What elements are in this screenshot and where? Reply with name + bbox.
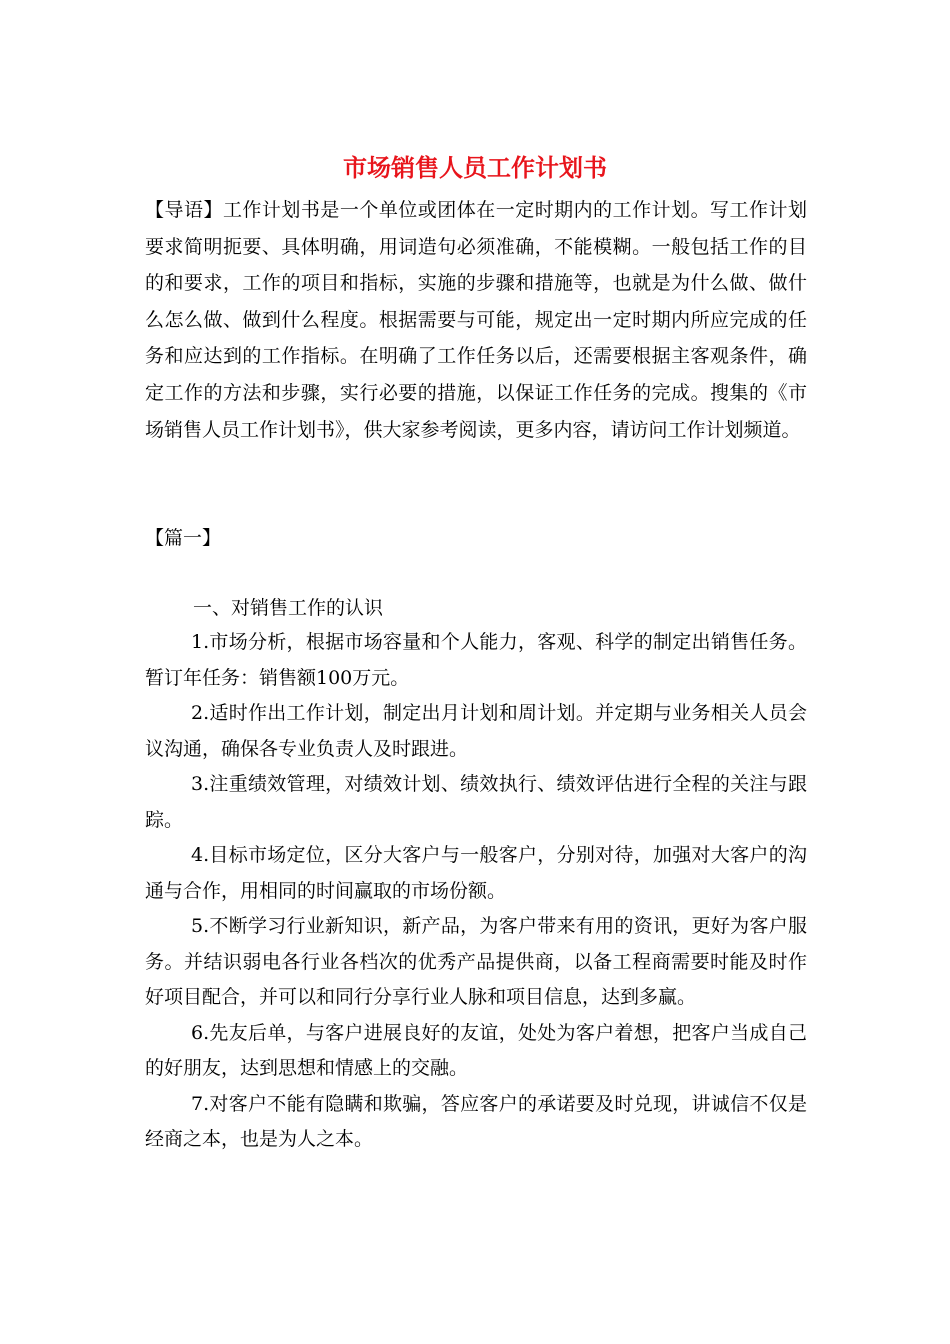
list-item: 7.对客户不能有隐瞒和欺骗，答应客户的承诺要及时兑现，讲诚信不仅是经商之本，也是为人之本。 bbox=[145, 1092, 807, 1150]
list-item: 1.市场分析，根据市场容量和个人能力，客观、科学的制定出销售任务。暂订年任务：销售额100万元。 bbox=[145, 631, 807, 689]
list-item: 5.不断学习行业新知识，新产品，为客户带来有用的资讯，更好为客户服务。并结识弱电各行业各档次的优秀产品提供商，以备工程商需要时能及时作好项目配合，并可以和同行分享行业人脉和项目信息，达到多赢。 bbox=[145, 915, 807, 1008]
list-item: 2.适时作出工作计划，制定出月计划和周计划。并定期与业务相关人员会议沟通，确保各专业负责人及时跟进。 bbox=[145, 702, 807, 760]
section-label: 【篇一】 bbox=[145, 527, 222, 549]
item-list bbox=[145, 625, 807, 1158]
list-item: 3.注重绩效管理，对绩效计划、绩效执行、绩效评估进行全程的关注与跟踪。 bbox=[145, 773, 807, 831]
section-heading: 一、对销售工作的认识 bbox=[193, 597, 384, 619]
intro-paragraph: 【导语】工作计划书是一个单位或团体在一定时期内的工作计划。写工作计划要求简明扼要、具体明确，用词造句必须准确，不能模糊。一般包括工作的目的和要求，工作的项目和指标，实施的步骤和措施等，也就是为什么做、做什么怎么做、做到什么程度。根据需要与可能，规定出一定时期内所应完成的任务和应达到的工作指标。在明确了工作任务以后，还需要根据主客观条件，确定工作的方法和步骤，实行必要的措施，以保证工作任务的完成。搜集的《市场销售人员工作计划书》，供大家参考阅读，更多内容，请访问工作计划频道。 bbox=[145, 199, 807, 441]
list-item: 6.先友后单，与客户进展良好的友谊，处处为客户着想，把客户当成自己的好朋友，达到思想和情感上的交融。 bbox=[145, 1021, 807, 1079]
document-title: 市场销售人员工作计划书 bbox=[343, 153, 607, 182]
list-item: 4.目标市场定位，区分大客户与一般客户，分别对待，加强对大客户的沟通与合作，用相同的时间赢取的市场份额。 bbox=[145, 844, 807, 902]
